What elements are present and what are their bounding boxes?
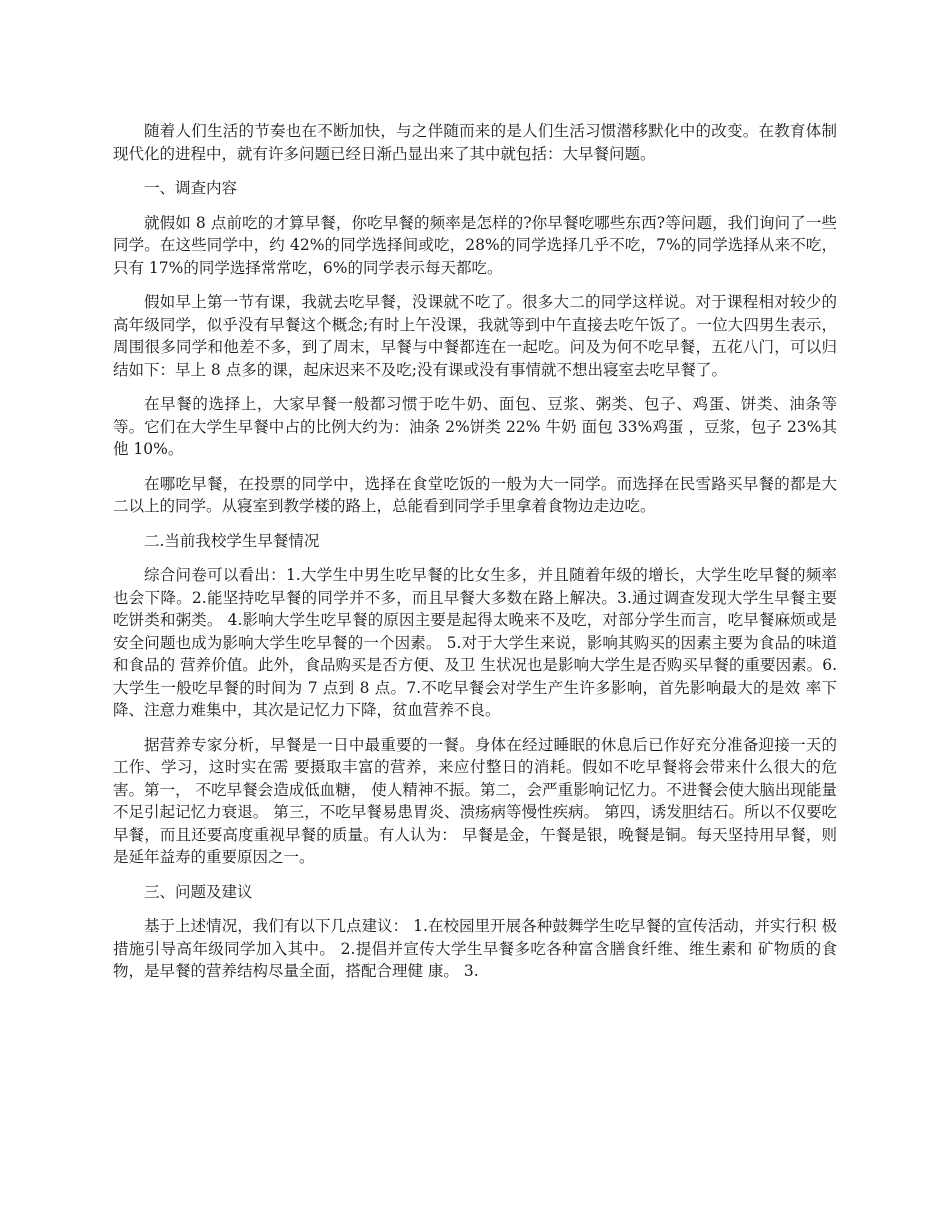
paragraph-expert-analysis: 据营养专家分析，早餐是一日中最重要的一餐。身体在经过睡眠的休息后已作好充分准备迎接一天的工作、学习，这时实在需 要摄取丰富的营养，来应付整日的消耗。假如不吃早餐将会带来什么很大的危害。第一， 不吃早餐会造成低血糖， 使人精神不振。第二，会严重影响记忆力。不进餐会使大脑出现能量不足引起记忆力衰退。 第三，不吃早餐易患胃炎、溃疡病等慢性疾病。 第四，诱发胆结石。所以不仅要吃早餐，而且还要高度重视早餐的质量。有人认为： 早餐是金，午餐是银，晚餐是铜。每天坚持用早餐，则是延年益寿的重要原因之一。 — [113, 735, 837, 866]
intro-paragraph: 随着人们生活的节奏也在不断加快，与之伴随而来的是人们生活习惯潜移默化中的改变。在教育体制现代化的进程中，就有许多问题已经日渐凸显出来了其中就包括：大早餐问题。 — [113, 122, 837, 163]
paragraph-location: 在哪吃早餐，在投票的同学中，选择在食堂吃饭的一般为大一同学。而选择在民雪路买早餐的都是大二以上的同学。从寝室到教学楼的路上，总能看到同学手里拿着食物边走边吃。 — [113, 474, 837, 515]
section-heading-suggestions: 三、问题及建议 — [144, 882, 253, 901]
paragraph-frequency: 就假如 8 点前吃的才算早餐，你吃早餐的频率是怎样的?你早餐吃哪些东西?等问题，我们询问了一些同学。在这些同学中，约 42%的同学选择间或吃，28%的同学选择几乎不吃，7%的同学选择从来不吃，只有 17%的同学选择常常吃，6%的同学表示每天都吃。 — [113, 213, 837, 277]
section-heading-survey: 一、调查内容 — [144, 179, 238, 197]
document-body — [113, 120, 837, 995]
paragraph-food-choice: 在早餐的选择上，大家早餐一般都习惯于吃牛奶、面包、豆浆、粥类、包子、鸡蛋、饼类、油条等等。它们在大学生早餐中占的比例大约为：油条 2%饼类 22% 牛奶 面包 33%鸡蛋 ，豆浆，包子 23%其他 10%。 — [113, 395, 837, 458]
section-heading-situation: 二.当前我校学生早餐情况 — [144, 531, 320, 550]
paragraph-suggestions: 基于上述情况，我们有以下几点建议： 1.在校园里开展各种鼓舞学生吃早餐的宣传活动，并实行积 极措施引导高年级同学加入其中。 2.提倡并宣传大学生早餐多吃各种富含膳食纤维、维生素和 矿物质的食物，是早餐的营养结构尽量全面，搭配合理健 康。 3. — [113, 917, 837, 980]
paragraph-reasons: 假如早上第一节有课，我就去吃早餐，没课就不吃了。很多大二的同学这样说。对于课程相对较少的高年级同学，似乎没有早餐这个概念;有时上午没课，我就等到中午直接去吃午饭了。一位大四男生表示，周围很多同学和他差不多，到了周末，早餐与中餐都连在一起吃。问及为何不吃早餐，五花八门，可以归结如下：早上 8 点多的课，起床迟来不及吃;没有课或没有事情就不想出寝室去吃早餐了。 — [113, 293, 837, 379]
paragraph-findings: 综合问卷可以看出：1.大学生中男生吃早餐的比女生多，并且随着年级的增长，大学生吃早餐的频率也会下降。2.能坚持吃早餐的同学并不多，而且早餐大多数在路上解决。3.通过调查发现大学生早餐主要吃饼类和粥类。 4.影响大学生吃早餐的原因主要是起得太晚来不及吃，对部分学生而言，吃早餐麻烦或是安全问题也成为影响大学生吃早餐的一个因素。 5.对于大学生来说，影响其购买的因素主要为食品的味道和食品的 营养价值。此外，食品购买是否方便、及卫 生状况也是影响大学生是否购买早餐的重要因素。6.大学生一般吃早餐的时间为 7 点到 8 点。7.不吃早餐会对学生产生许多影响，首先影响最大的是效 率下降、注意力难集中，其次是记忆力下降，贫血营养不良。 — [113, 566, 837, 719]
